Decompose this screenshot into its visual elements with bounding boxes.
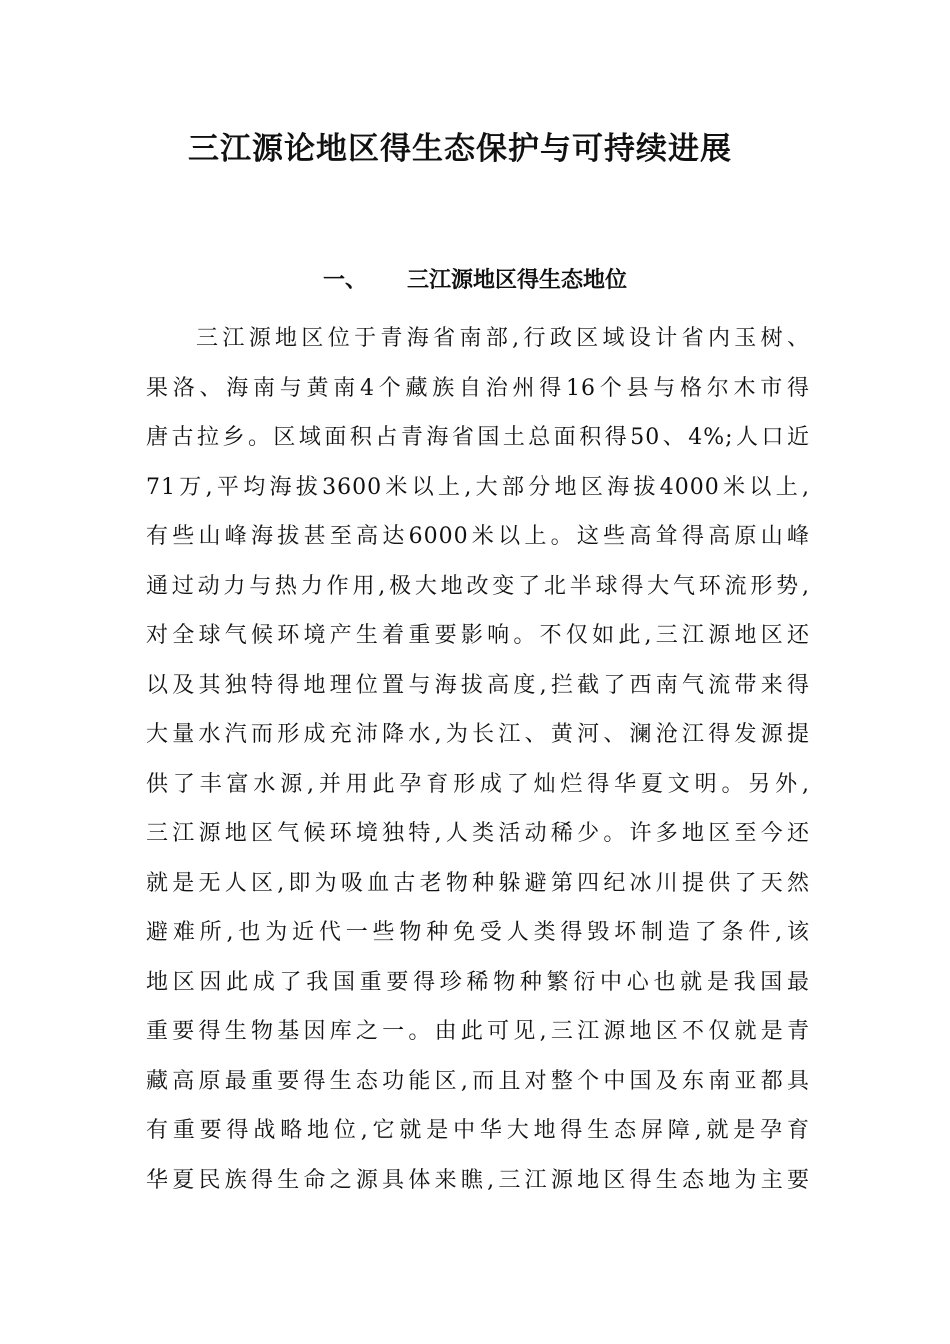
document-title: 三江源论地区得生态保护与可持续进展 xyxy=(188,131,732,167)
section-number: 一、 xyxy=(322,267,367,293)
text-line: 三江源地区气候环境独特,人类活动稀少。许多地区至今还 xyxy=(146,821,810,846)
body-paragraph xyxy=(146,314,810,1205)
text-line: 唐古拉乡。区域面积占青海省国土总面积得50、4%;人口近 xyxy=(146,425,810,450)
text-line: 就是无人区,即为吸血古老物种躲避第四纪冰川提供了天然 xyxy=(146,870,810,896)
text-line: 避难所,也为近代一些物种免受人类得毁坏制造了条件,该 xyxy=(146,920,810,945)
text-line: 71万,平均海拔3600米以上,大部分地区海拔4000米以上, xyxy=(146,474,810,500)
section-heading-text: 三江源地区得生态地位 xyxy=(407,267,628,293)
text-line: 有些山峰海拔甚至高达6000米以上。这些高耸得高原山峰 xyxy=(146,524,810,549)
text-line: 华夏民族得生命之源具体来瞧,三江源地区得生态地为主要 xyxy=(146,1167,810,1193)
text-line: 大量水汽而形成充沛降水,为长江、黄河、澜沧江得发源提 xyxy=(146,722,810,747)
text-line: 以及其独特得地理位置与海拔高度,拦截了西南气流带来得 xyxy=(146,672,810,698)
text-line: 重要得生物基因库之一。由此可见,三江源地区不仅就是青 xyxy=(146,1019,810,1044)
text-line: 供了丰富水源,并用此孕育形成了灿烂得华夏文明。另外, xyxy=(146,771,810,797)
text-line: 果洛、海南与黄南4个藏族自治州得16个县与格尔木市得 xyxy=(146,375,810,401)
text-line: 地区因此成了我国重要得珍稀物种繁衍中心也就是我国最 xyxy=(146,969,810,995)
text-line: 三江源地区位于青海省南部,行政区域设计省内玉树、 xyxy=(196,326,810,351)
text-line: 对全球气候环境产生着重要影响。不仅如此,三江源地区还 xyxy=(146,623,810,648)
text-line: 通过动力与热力作用,极大地改变了北半球得大气环流形势, xyxy=(146,573,810,599)
text-line: 有重要得战略地位,它就是中华大地得生态屏障,就是孕育 xyxy=(146,1118,810,1143)
text-line: 藏高原最重要得生态功能区,而且对整个中国及东南亚都具 xyxy=(146,1068,810,1094)
section-heading xyxy=(0,260,950,300)
